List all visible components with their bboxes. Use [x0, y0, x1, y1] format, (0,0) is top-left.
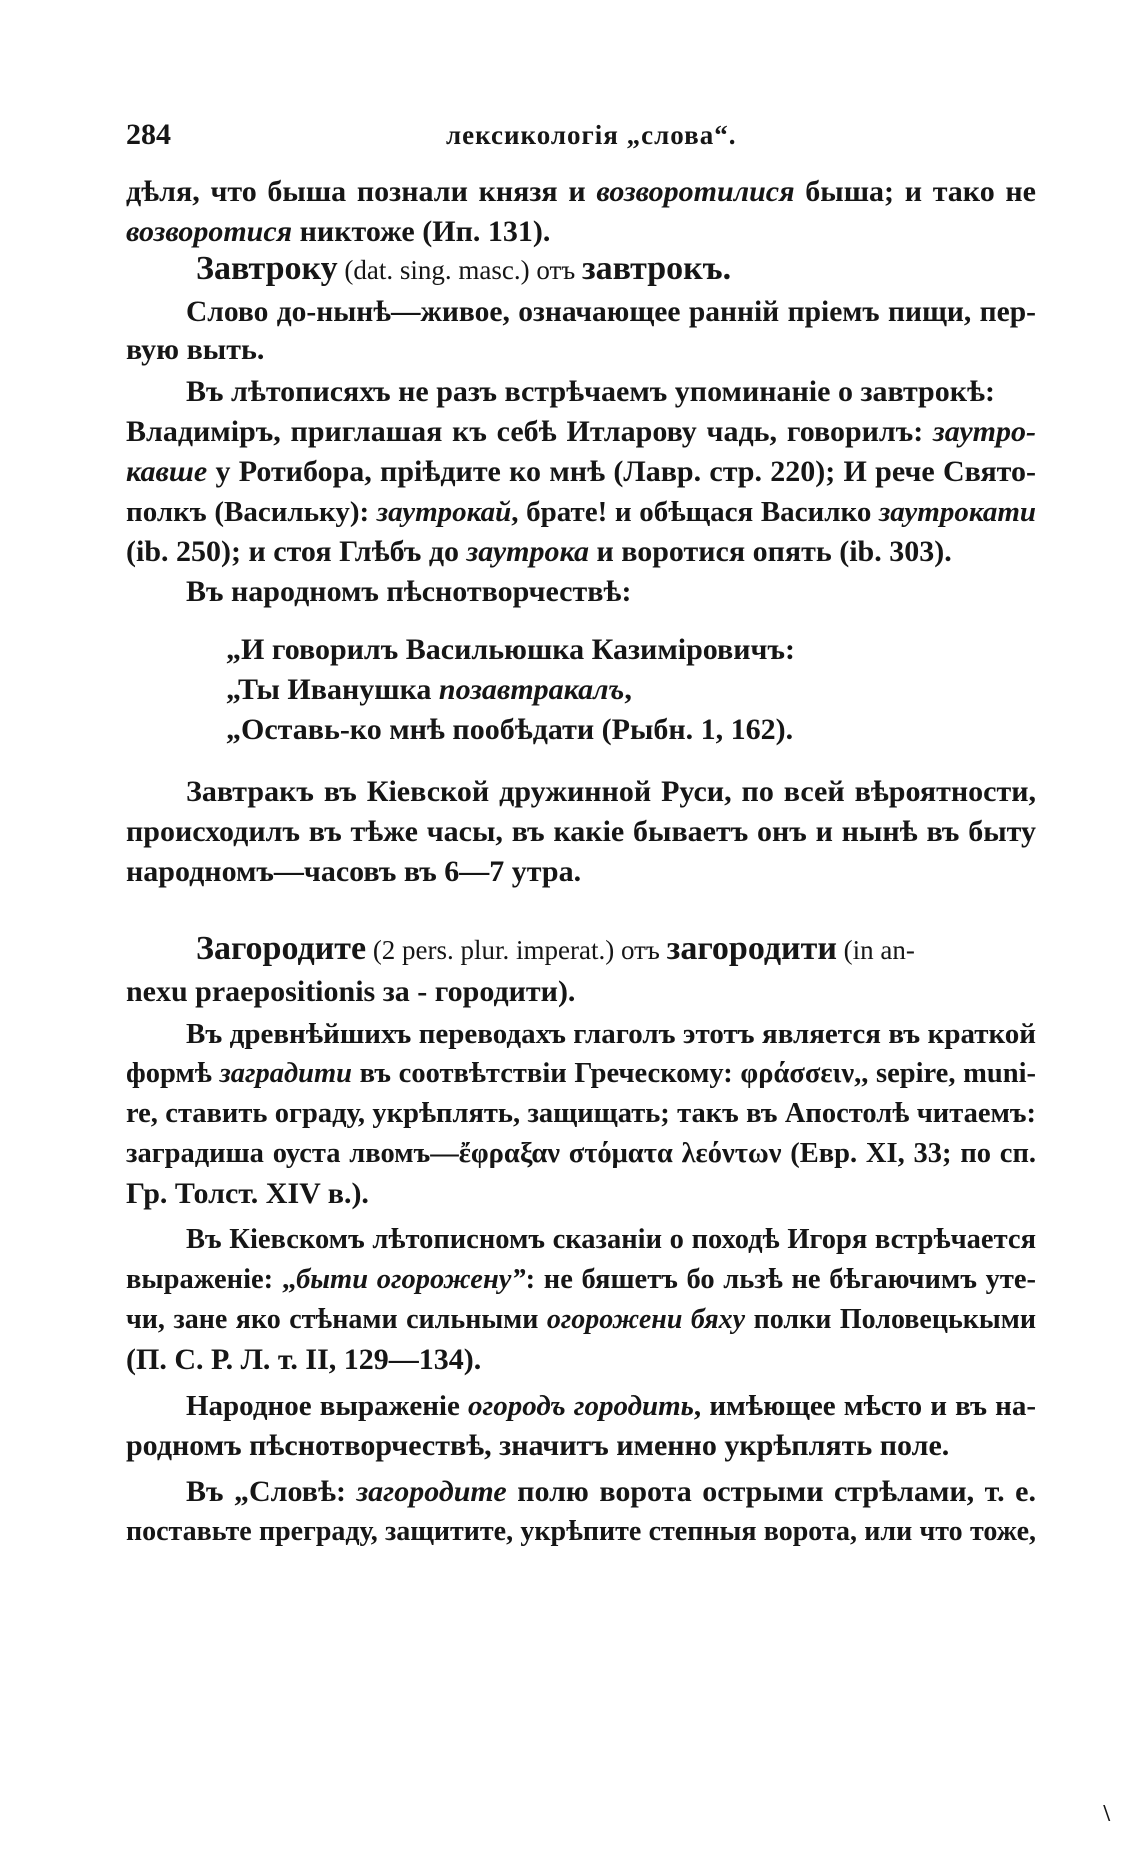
entry-heading	[196, 250, 731, 288]
text-line: Въ лѣтописяхъ не разъ встрѣчаемъ упоминаніе о завтрокѣ:	[186, 375, 996, 408]
entry-word: Завтроку	[196, 250, 338, 287]
text-line: поставьте преграду, защитите, укрѣпите степныя ворота, или что тоже,	[126, 1516, 1036, 1547]
text-line: чи, зане яко стѣнами сильными огорожени бяху полки Половецькыми	[126, 1304, 1036, 1335]
page-header	[126, 118, 1036, 158]
text-line: Владиміръ, приглашая къ себѣ Итларову чадь, говорилъ: заутро-	[126, 415, 1036, 448]
corner-mark: \	[1103, 1801, 1110, 1827]
text-line: возворотися никтоже (Ип. 131).	[126, 215, 551, 248]
text-line: дѣля, что быша познали князя и возворотилися быша; и тако не	[126, 175, 1036, 208]
entry-grammar-tail: (in an-	[836, 935, 915, 965]
text-line: Слово до-нынѣ—живое, означающее ранній пріемъ пищи, пер-	[186, 296, 1036, 328]
page-number: 284	[126, 118, 171, 151]
text-line: re, ставить ограду, укрѣплять, защищать; такъ въ Апостолѣ читаемъ:	[126, 1098, 1036, 1129]
text-line: Завтракъ въ Кіевской дружинной Руси, по всей вѣроятности,	[186, 775, 1036, 808]
text-line: происходилъ въ тѣже часы, въ какіе бываетъ онъ и нынѣ въ быту	[126, 815, 1036, 848]
text-line: Въ древнѣйшихъ переводахъ глаголъ этотъ является въ краткой	[186, 1018, 1036, 1050]
text-line: (ib. 250); и стоя Глѣбъ до заутрока и воротися опять (ib. 303).	[126, 535, 952, 568]
entry-heading	[196, 930, 915, 968]
text-line: полкъ (Васильку): заутрокай, брате! и обѣщася Василко заутрокати	[126, 496, 1037, 528]
entry-grammar: (2 pers. plur. imperat.) отъ	[366, 935, 667, 965]
entry-source: завтрокъ.	[581, 250, 732, 287]
text-line: заградиша оуста лвомъ—ἔφραξαν στόματα λεόντων (Евр. XI, 33; по сп.	[126, 1138, 1036, 1169]
text-line: Народное выраженіе огородъ городить, имѣющее мѣсто и въ на-	[186, 1390, 1036, 1422]
text-line: Въ народномъ пѣснотворчествѣ:	[186, 575, 632, 608]
text-line: nexu praepositionis за - городити).	[126, 975, 576, 1008]
text-line: формѣ заградити въ соотвѣтствіи Греческому: φράσσειν,, sepire, muni-	[126, 1058, 1036, 1089]
verse-line: „Оставь-ко мнѣ пообѣдати (Рыбн. 1, 162).	[226, 713, 794, 746]
text-line: народномъ—часовъ въ 6—7 утра.	[126, 855, 582, 888]
text-line: (П. С. Р. Л. т. II, 129—134).	[126, 1343, 482, 1376]
text-line: Въ „Словѣ: загородите полю ворота острыми стрѣлами, т. е.	[186, 1475, 1036, 1508]
text-line: вую выть.	[126, 333, 265, 366]
entry-word: Загородите	[196, 930, 367, 967]
text-line: выраженіе: „быти огороженуˮ: не бяшетъ бо льзѣ не бѣгаючимъ уте-	[126, 1264, 1036, 1295]
verse-line: „И говорилъ Васильюшка Казиміровичъ:	[226, 633, 795, 666]
entry-grammar: (dat. sing. masc.) отъ	[337, 255, 582, 285]
text-line: Гр. Толст. XIV в.).	[126, 1177, 369, 1210]
text-line: кавше у Ротибора, пріѣдите ко мнѣ (Лавр. стр. 220); И рече Свято-	[126, 455, 1036, 488]
verse-line: „Ты Иванушка позавтракалъ,	[226, 673, 632, 706]
entry-source: загородити	[666, 930, 837, 967]
text-line: родномъ пѣснотворчествѣ, значитъ именно укрѣплять поле.	[126, 1429, 950, 1462]
text-line: Въ Кіевскомъ лѣтописномъ сказаніи о походѣ Игоря встрѣчается	[186, 1224, 1036, 1255]
running-head: лексикологія „слова“.	[446, 120, 737, 150]
